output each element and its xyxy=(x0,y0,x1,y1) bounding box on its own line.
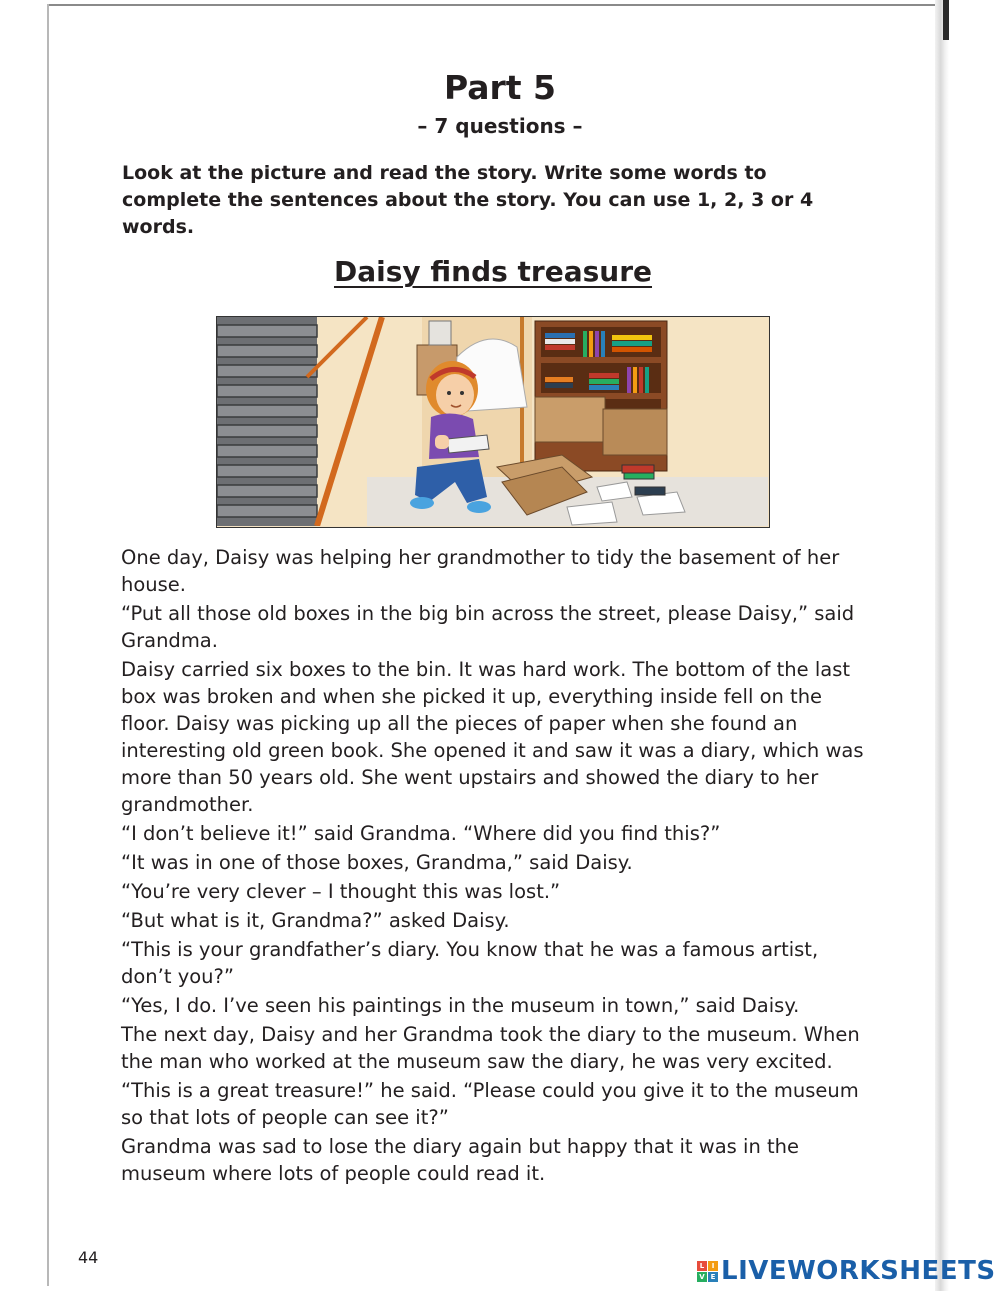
story-paragraph: “Put all those old boxes in the big bin across the street, please Daisy,” said Grandma. xyxy=(121,602,855,652)
logo-blocks-icon xyxy=(697,1261,718,1282)
logo-block: E xyxy=(708,1272,718,1282)
left-border xyxy=(47,4,49,1286)
story-paragraph: “But what is it, Grandma?” asked Daisy. xyxy=(121,909,510,932)
story-paragraph: “This is your grandfather’s diary. You know that he was a famous artist, don’t you?” xyxy=(121,938,819,988)
story-paragraph: “You’re very clever – I thought this was lost.” xyxy=(121,880,561,903)
story-paragraph: “This is a great treasure!” he said. “Please could you give it to the museum so that lots of people can see it?” xyxy=(121,1079,859,1129)
story-paragraph: Grandma was sad to lose the diary again but happy that it was in the museum where lots of people could read it. xyxy=(121,1135,800,1185)
brand-name: LIVEWORKSHEETS xyxy=(721,1256,996,1286)
story-paragraph: “I don’t believe it!” said Grandma. “Where did you find this?” xyxy=(121,822,721,845)
story-paragraph: “It was in one of those boxes, Grandma,” said Daisy. xyxy=(121,851,633,874)
story-paragraph: One day, Daisy was helping her grandmother to tidy the basement of her house. xyxy=(121,546,840,596)
story-title xyxy=(0,255,986,288)
page-number: 44 xyxy=(78,1248,99,1267)
story-paragraph: The next day, Daisy and her Grandma took the diary to the museum. When the man who worked at the museum saw the diary, he was very excited. xyxy=(121,1023,860,1073)
top-border xyxy=(48,4,948,6)
liveworksheets-logo[interactable] xyxy=(697,1254,997,1288)
story-title-text: Daisy finds treasure xyxy=(333,255,653,288)
story-text xyxy=(121,544,873,1189)
logo-block: L xyxy=(697,1261,707,1271)
logo-block: V xyxy=(697,1272,707,1282)
story-paragraph: “Yes, I do. I’ve seen his paintings in the museum in town,” said Daisy. xyxy=(121,994,800,1017)
scan-edge xyxy=(935,0,949,1291)
scan-edge-dark xyxy=(943,0,949,40)
story-illustration xyxy=(216,316,770,528)
logo-block: I xyxy=(708,1261,718,1271)
girl-reading-book-in-basement-icon xyxy=(217,317,768,526)
instructions: Look at the picture and read the story. Write some words to complete the sentences about the story. You can use 1, 2, 3 or 4 words. xyxy=(122,162,814,238)
story-paragraph: Daisy carried six boxes to the bin. It was hard work. The bottom of the last box was broken and when she picked it up, everything inside fell on the floor. Daisy was picking up all the pieces of paper when she found an interesting old green book. She opened it and saw it was a diary, which was more than 50 years old. She went upstairs and showed the diary to her grandmother. xyxy=(121,658,864,816)
question-count: – 7 questions – xyxy=(417,114,583,138)
part-title: Part 5 xyxy=(443,68,557,107)
